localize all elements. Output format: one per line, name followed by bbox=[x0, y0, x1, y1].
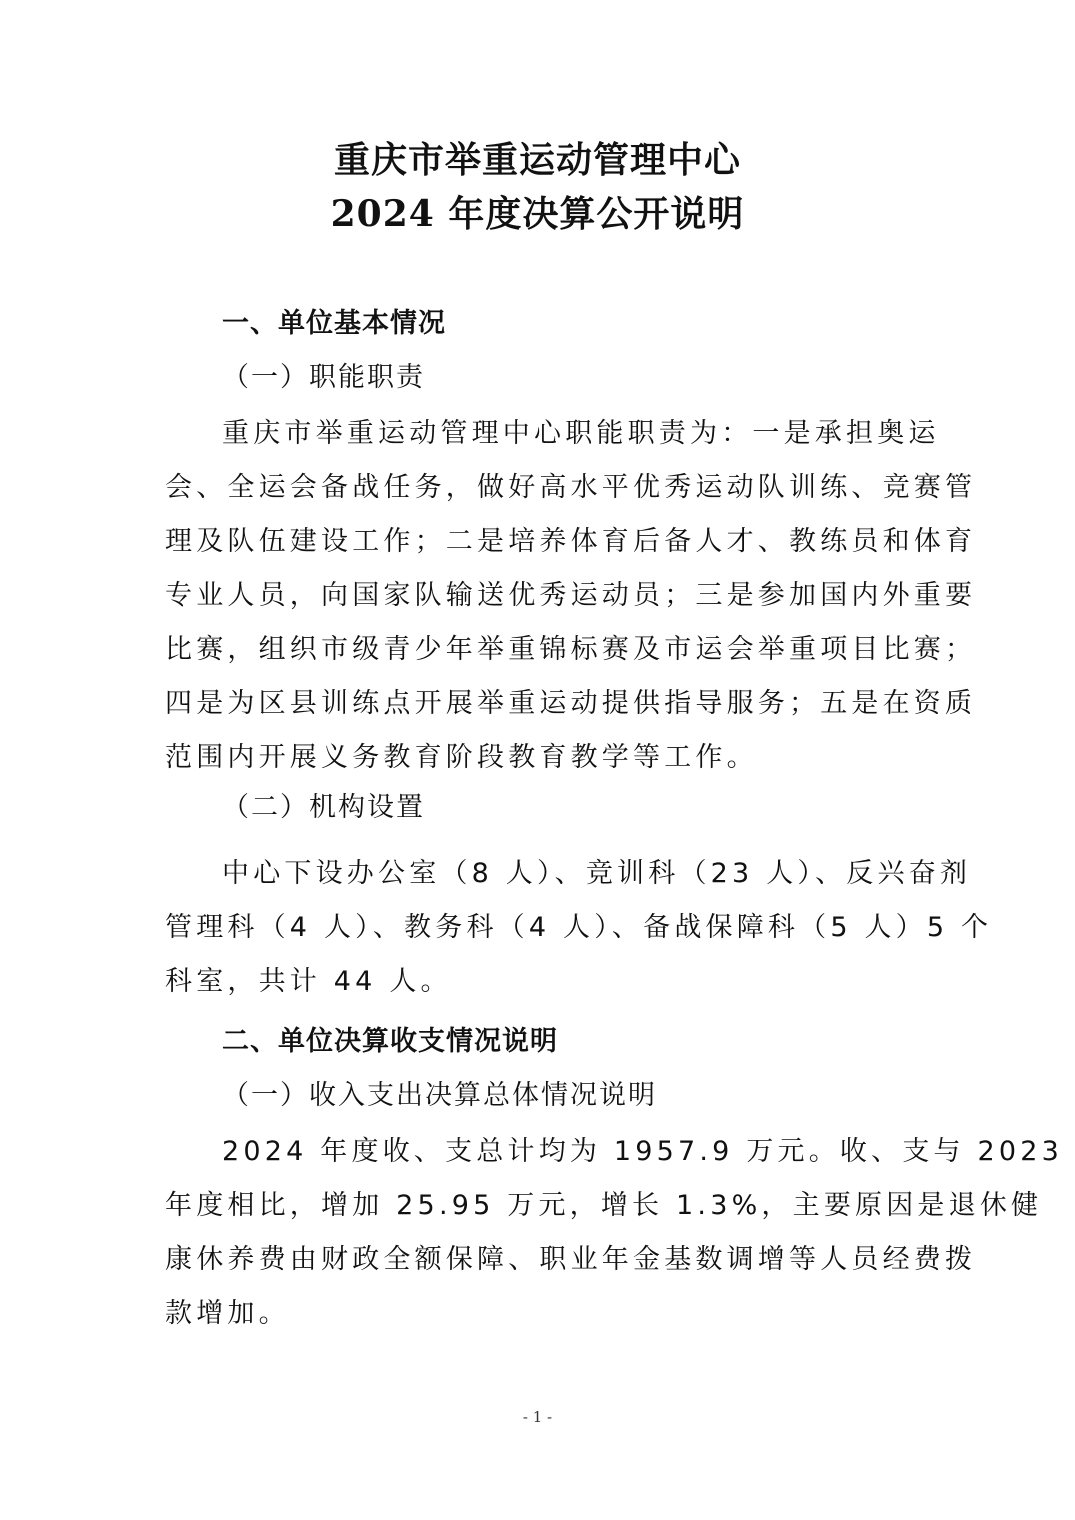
subsection-heading-1-1: （一）职能职责 bbox=[222, 362, 425, 393]
section-heading-1: 一、单位基本情况 bbox=[222, 308, 446, 339]
paragraph-line: 科室，共计 44 人。 bbox=[165, 966, 452, 997]
paragraph-line: 专业人员，向国家队输送优秀运动员；三是参加国内外重要 bbox=[165, 580, 977, 611]
paragraph-line: 管理科（4 人）、教务科（4 人）、备战保障科（5 人）5 个 bbox=[165, 912, 993, 943]
paragraph-line: 中心下设办公室（8 人）、竞训科（23 人）、反兴奋剂 bbox=[222, 858, 972, 889]
paragraph-line: 理及队伍建设工作；二是培养体育后备人才、教练员和体育 bbox=[165, 526, 977, 557]
paragraph-line: 2024 年度收、支总计均为 1957.9 万元。收、支与 2023 bbox=[222, 1136, 1064, 1167]
paragraph-line: 范围内开展义务教育阶段教育教学等工作。 bbox=[165, 742, 758, 773]
paragraph-line: 款增加。 bbox=[165, 1298, 290, 1329]
subsection-heading-2-1: （一）收入支出决算总体情况说明 bbox=[222, 1080, 657, 1111]
subsection-heading-1-2: （二）机构设置 bbox=[222, 792, 425, 823]
document-title-line2: 2024 年度决算公开说明 bbox=[330, 193, 745, 235]
paragraph-line: 会、全运会备战任务，做好高水平优秀运动队训练、竞赛管 bbox=[165, 472, 977, 503]
paragraph-line: 比赛，组织市级青少年举重锦标赛及市运会举重项目比赛； bbox=[165, 634, 977, 665]
paragraph-line: 康休养费由财政全额保障、职业年金基数调增等人员经费拨 bbox=[165, 1244, 977, 1275]
document-title-line1: 重庆市举重运动管理中心 bbox=[333, 139, 741, 181]
paragraph-line: 四是为区县训练点开展举重运动提供指导服务；五是在资质 bbox=[165, 688, 977, 719]
section-heading-2: 二、单位决算收支情况说明 bbox=[222, 1026, 558, 1057]
paragraph-line: 年度相比，增加 25.95 万元，增长 1.3%，主要原因是退休健 bbox=[165, 1190, 1043, 1221]
page-number: - 1 - bbox=[522, 1408, 553, 1426]
paragraph-line: 重庆市举重运动管理中心职能职责为：一是承担奥运 bbox=[222, 418, 940, 449]
